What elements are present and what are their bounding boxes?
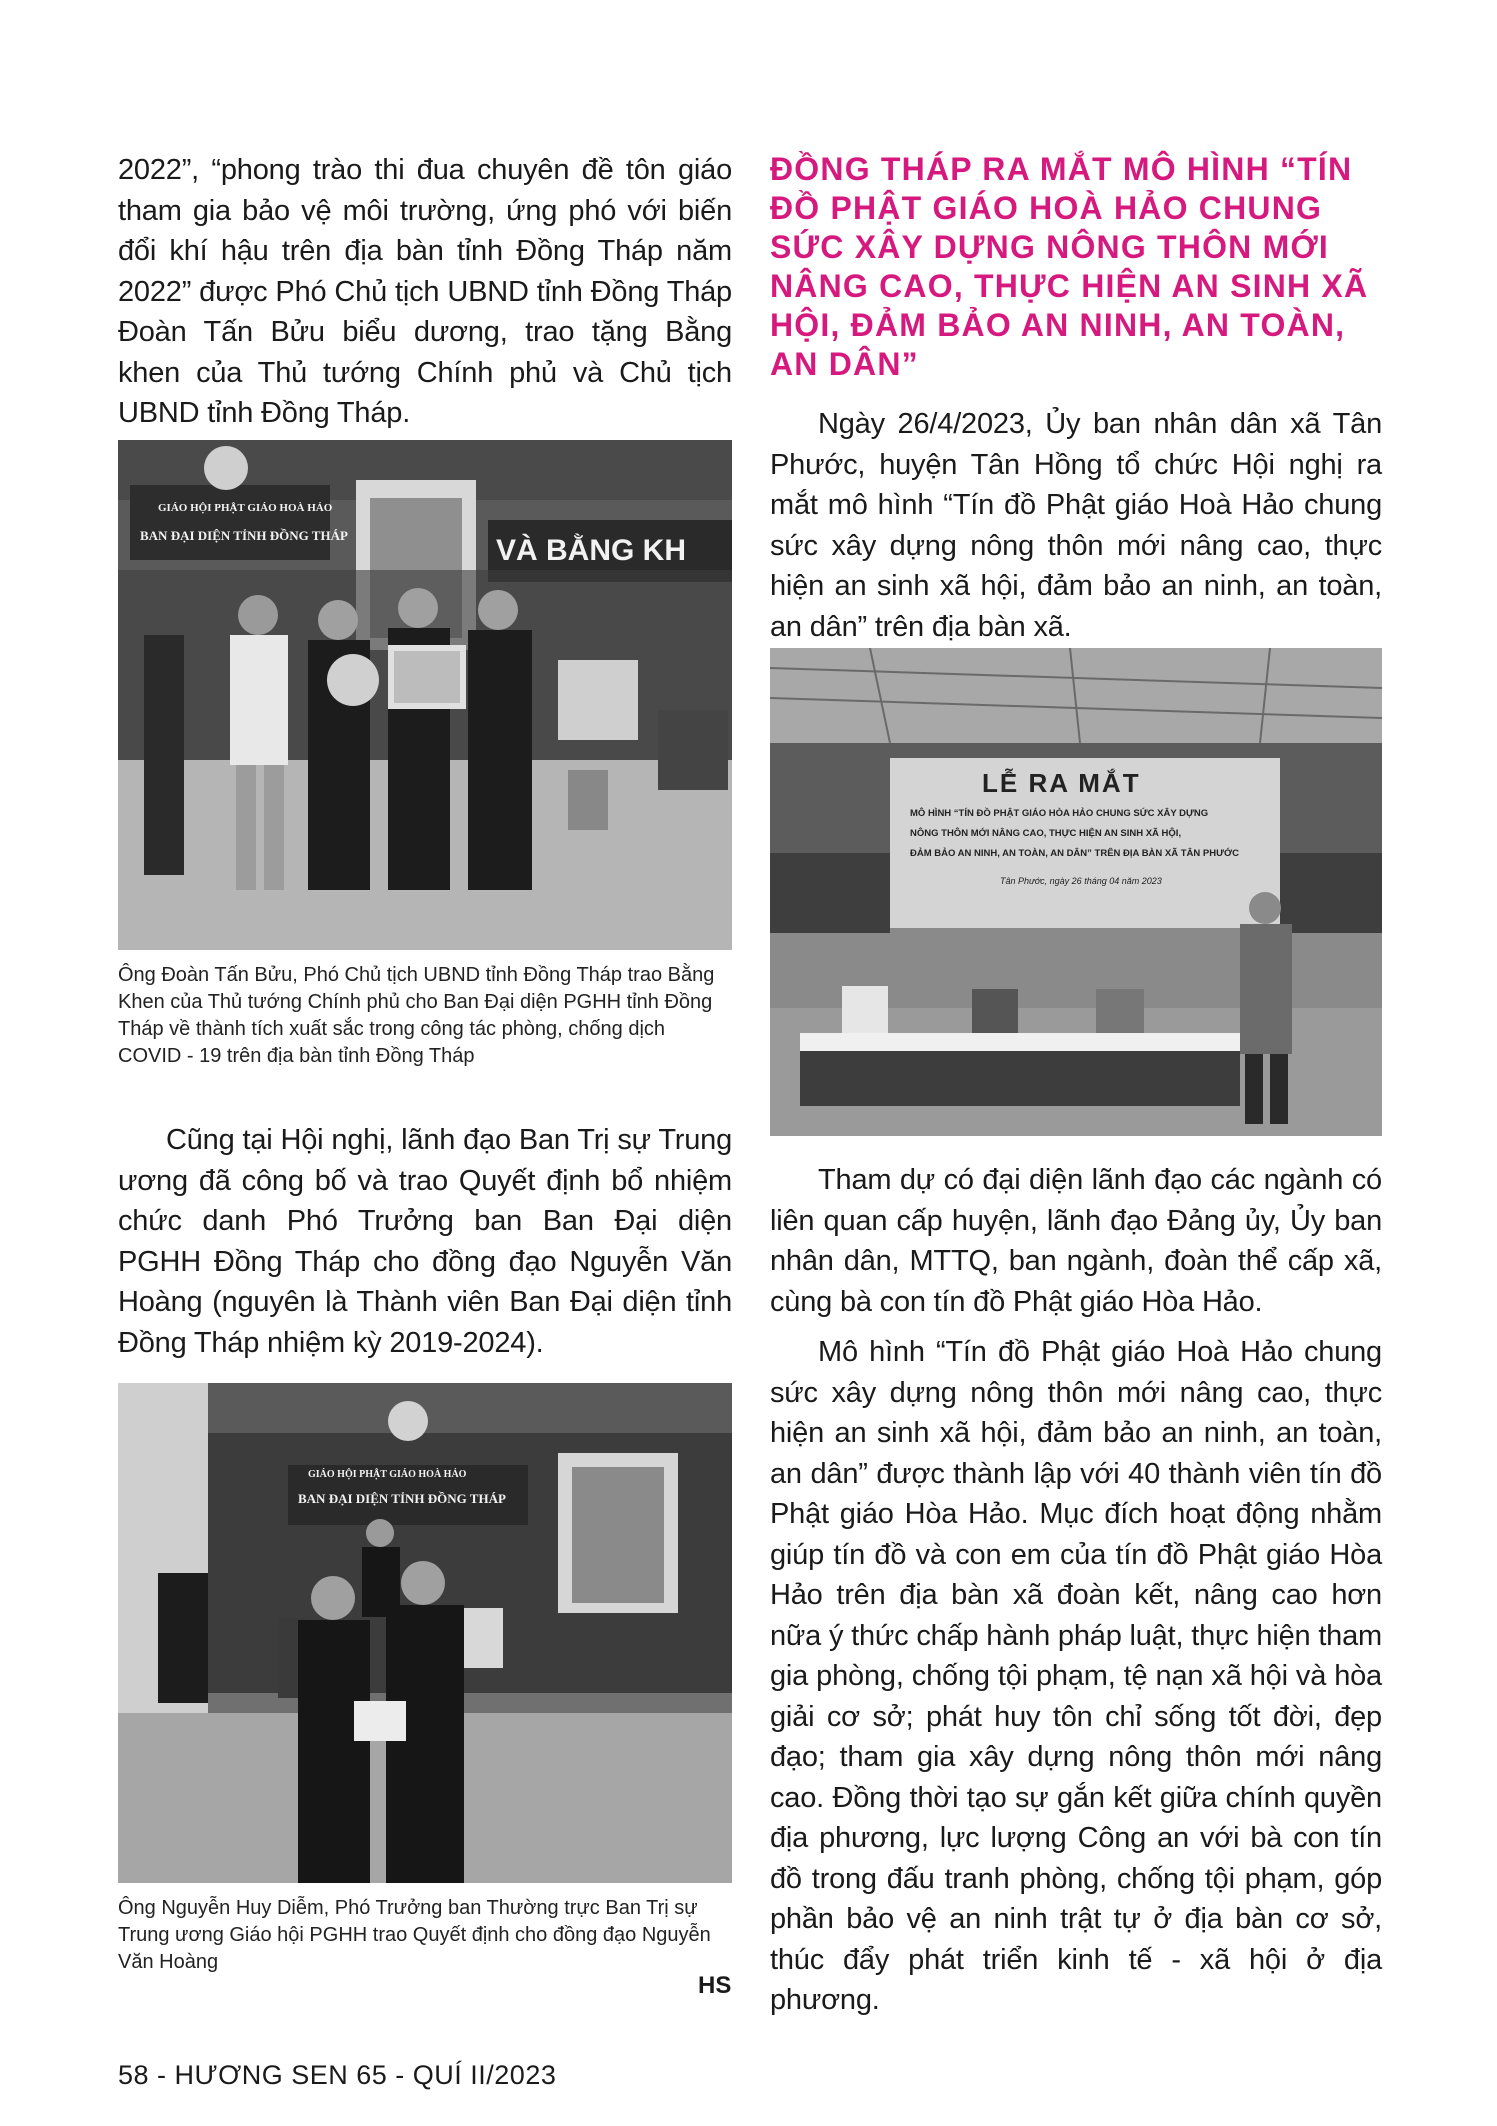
right-column — [770, 150, 1382, 647]
left-paragraph-1: 2022”, “phong trào thi đua chuyên đề tôn giáo tham gia bảo vệ môi trường, ứng phó với biến đổi khí hậu trên địa bàn tỉnh Đồng Tháp năm 2022” được Phó Chủ tịch UBND tỉnh Đồng Tháp Đoàn Tấn Bửu biểu dương, trao tặng Bằng khen của Thủ tướng Chính phủ và Chủ tịch UBND tỉnh Đồng Tháp. — [118, 154, 732, 429]
photo2-banner-line-2: BAN ĐẠI DIỆN TỈNH ĐỒNG THÁP — [298, 1491, 506, 1506]
photo-decision-handover — [118, 1383, 732, 1883]
photo3-banner-line-2: NÔNG THÔN MỚI NÂNG CAO, THỰC HIỆN AN SINH XÃ HỘI, — [910, 828, 1182, 839]
photo1-banner-right: VÀ BẰNG KH — [496, 534, 687, 567]
article-headline: ĐỒNG THÁP RA MẮT MÔ HÌNH “TÍN ĐỒ PHẬT GIÁO HOÀ HẢO CHUNG SỨC XÂY DỰNG NÔNG THÔN MỚI NÂNG CAO, THỰC HIỆN AN SINH XÃ HỘI, ĐẢM BẢO AN NINH, AN TOÀN, AN DÂN” — [770, 151, 1369, 382]
right-paragraph-3: Mô hình “Tín đồ Phật giáo Hoà Hảo chung sức xây dựng nông thôn mới nâng cao, thực hiện an sinh xã hội, đảm bảo an ninh, an toàn, an dân” được thành lập với 40 thành viên tín đồ Phật giáo Hòa Hảo. Mục đích hoạt động nhằm giúp tín đồ và con em của tín đồ Phật giáo Hòa Hảo trên địa bàn xã đoàn kết, nâng cao hơn nữa ý thức chấp hành pháp luật, thực hiện tham gia phòng, chống tội phạm, tệ nạn xã hội và hòa giải cơ sở; phát huy tôn chỉ sống tốt đời, đẹp đạo; tham gia xây dựng nông thôn mới nâng cao. Đồng thời tạo sự gắn kết giữa chính quyền địa phương, lực lượng Công an với bà con tín đồ trong đấu tranh phòng, chống tội phạm, góp phần bảo vệ an ninh trật tự ở địa bàn cơ sở, thúc đẩy phát triển kinh tế - xã hội ở địa phương. — [770, 1336, 1382, 2016]
photo3-banner-line-3: ĐẢM BẢO AN NINH, AN TOÀN, AN DÂN” TRÊN ĐỊA BÀN XÃ TÂN PHƯỚC — [910, 848, 1239, 859]
photo-launch-event-image — [770, 648, 1382, 1136]
photo-award-ceremony-image — [118, 440, 732, 950]
photo2-banner-line-1: GIÁO HỘI PHẬT GIÁO HOÀ HẢO — [308, 1469, 467, 1480]
page-footer: 58 - HƯƠNG SEN 65 - QUÍ II/2023 — [118, 2060, 557, 2090]
right-column-lower — [770, 1160, 1382, 2021]
left-paragraph-2: Cũng tại Hội nghị, lãnh đạo Ban Trị sự Trung ương đã công bố và trao Quyết định bổ nhiệm chức danh Phó Trưởng ban Ban Đại diện PGHH Đồng Tháp cho đồng đạo Nguyễn Văn Hoàng (nguyên là Thành viên Ban Đại diện tỉnh Đồng Tháp nhiệm kỳ 2019-2024). — [118, 1124, 732, 1359]
photo1-banner-line-1: GIÁO HỘI PHẬT GIÁO HOÀ HẢO — [158, 502, 333, 514]
right-paragraph-2: Tham dự có đại diện lãnh đạo các ngành có liên quan cấp huyện, lãnh đạo Đảng ủy, Ủy ban nhân dân, MTTQ, ban ngành, đoàn thể cấp xã, cùng bà con tín đồ Phật giáo Hòa Hảo. — [770, 1164, 1382, 1318]
author-signature: HS — [698, 1972, 732, 1999]
photo1-caption: Ông Đoàn Tấn Bửu, Phó Chủ tịch UBND tỉnh Đồng Tháp trao Bằng Khen của Thủ tướng Chính phủ cho Ban Đại diện PGHH tỉnh Đồng Tháp về thành tích xuất sắc trong công tác phòng, chống dịch COVID - 19 trên địa bàn tỉnh Đồng Tháp — [118, 964, 715, 1067]
photo3-banner-line-1: MÔ HÌNH “TÍN ĐỒ PHẬT GIÁO HÒA HẢO CHUNG SỨC XÂY DỰNG — [910, 808, 1209, 819]
photo-decision-handover-image — [118, 1383, 732, 1883]
photo3-banner-date: Tân Phước, ngày 26 tháng 04 năm 2023 — [1000, 876, 1162, 886]
right-paragraph-1: Ngày 26/4/2023, Ủy ban nhân dân xã Tân Phước, huyện Tân Hồng tổ chức Hội nghị ra mắt mô hình “Tín đồ Phật giáo Hoà Hảo chung sức xây dựng nông thôn mới nâng cao, thực hiện an sinh xã hội, đảm bảo an ninh, an toàn, an dân” trên địa bàn xã. — [770, 408, 1382, 643]
photo-award-ceremony — [118, 440, 732, 950]
photo3-banner-title: LỄ RA MẮT — [982, 768, 1141, 798]
left-column-lower — [118, 1120, 732, 1363]
photo1-banner-line-2: BAN ĐẠI DIỆN TỈNH ĐỒNG THÁP — [140, 528, 348, 543]
photo2-caption: Ông Nguyễn Huy Diễm, Phó Trưởng ban Thường trực Ban Trị sự Trung ương Giáo hội PGHH trao Quyết định cho đồng đạo Nguyễn Văn Hoàng — [118, 1897, 711, 1973]
left-column — [118, 150, 732, 434]
photo-launch-event — [770, 648, 1382, 1136]
